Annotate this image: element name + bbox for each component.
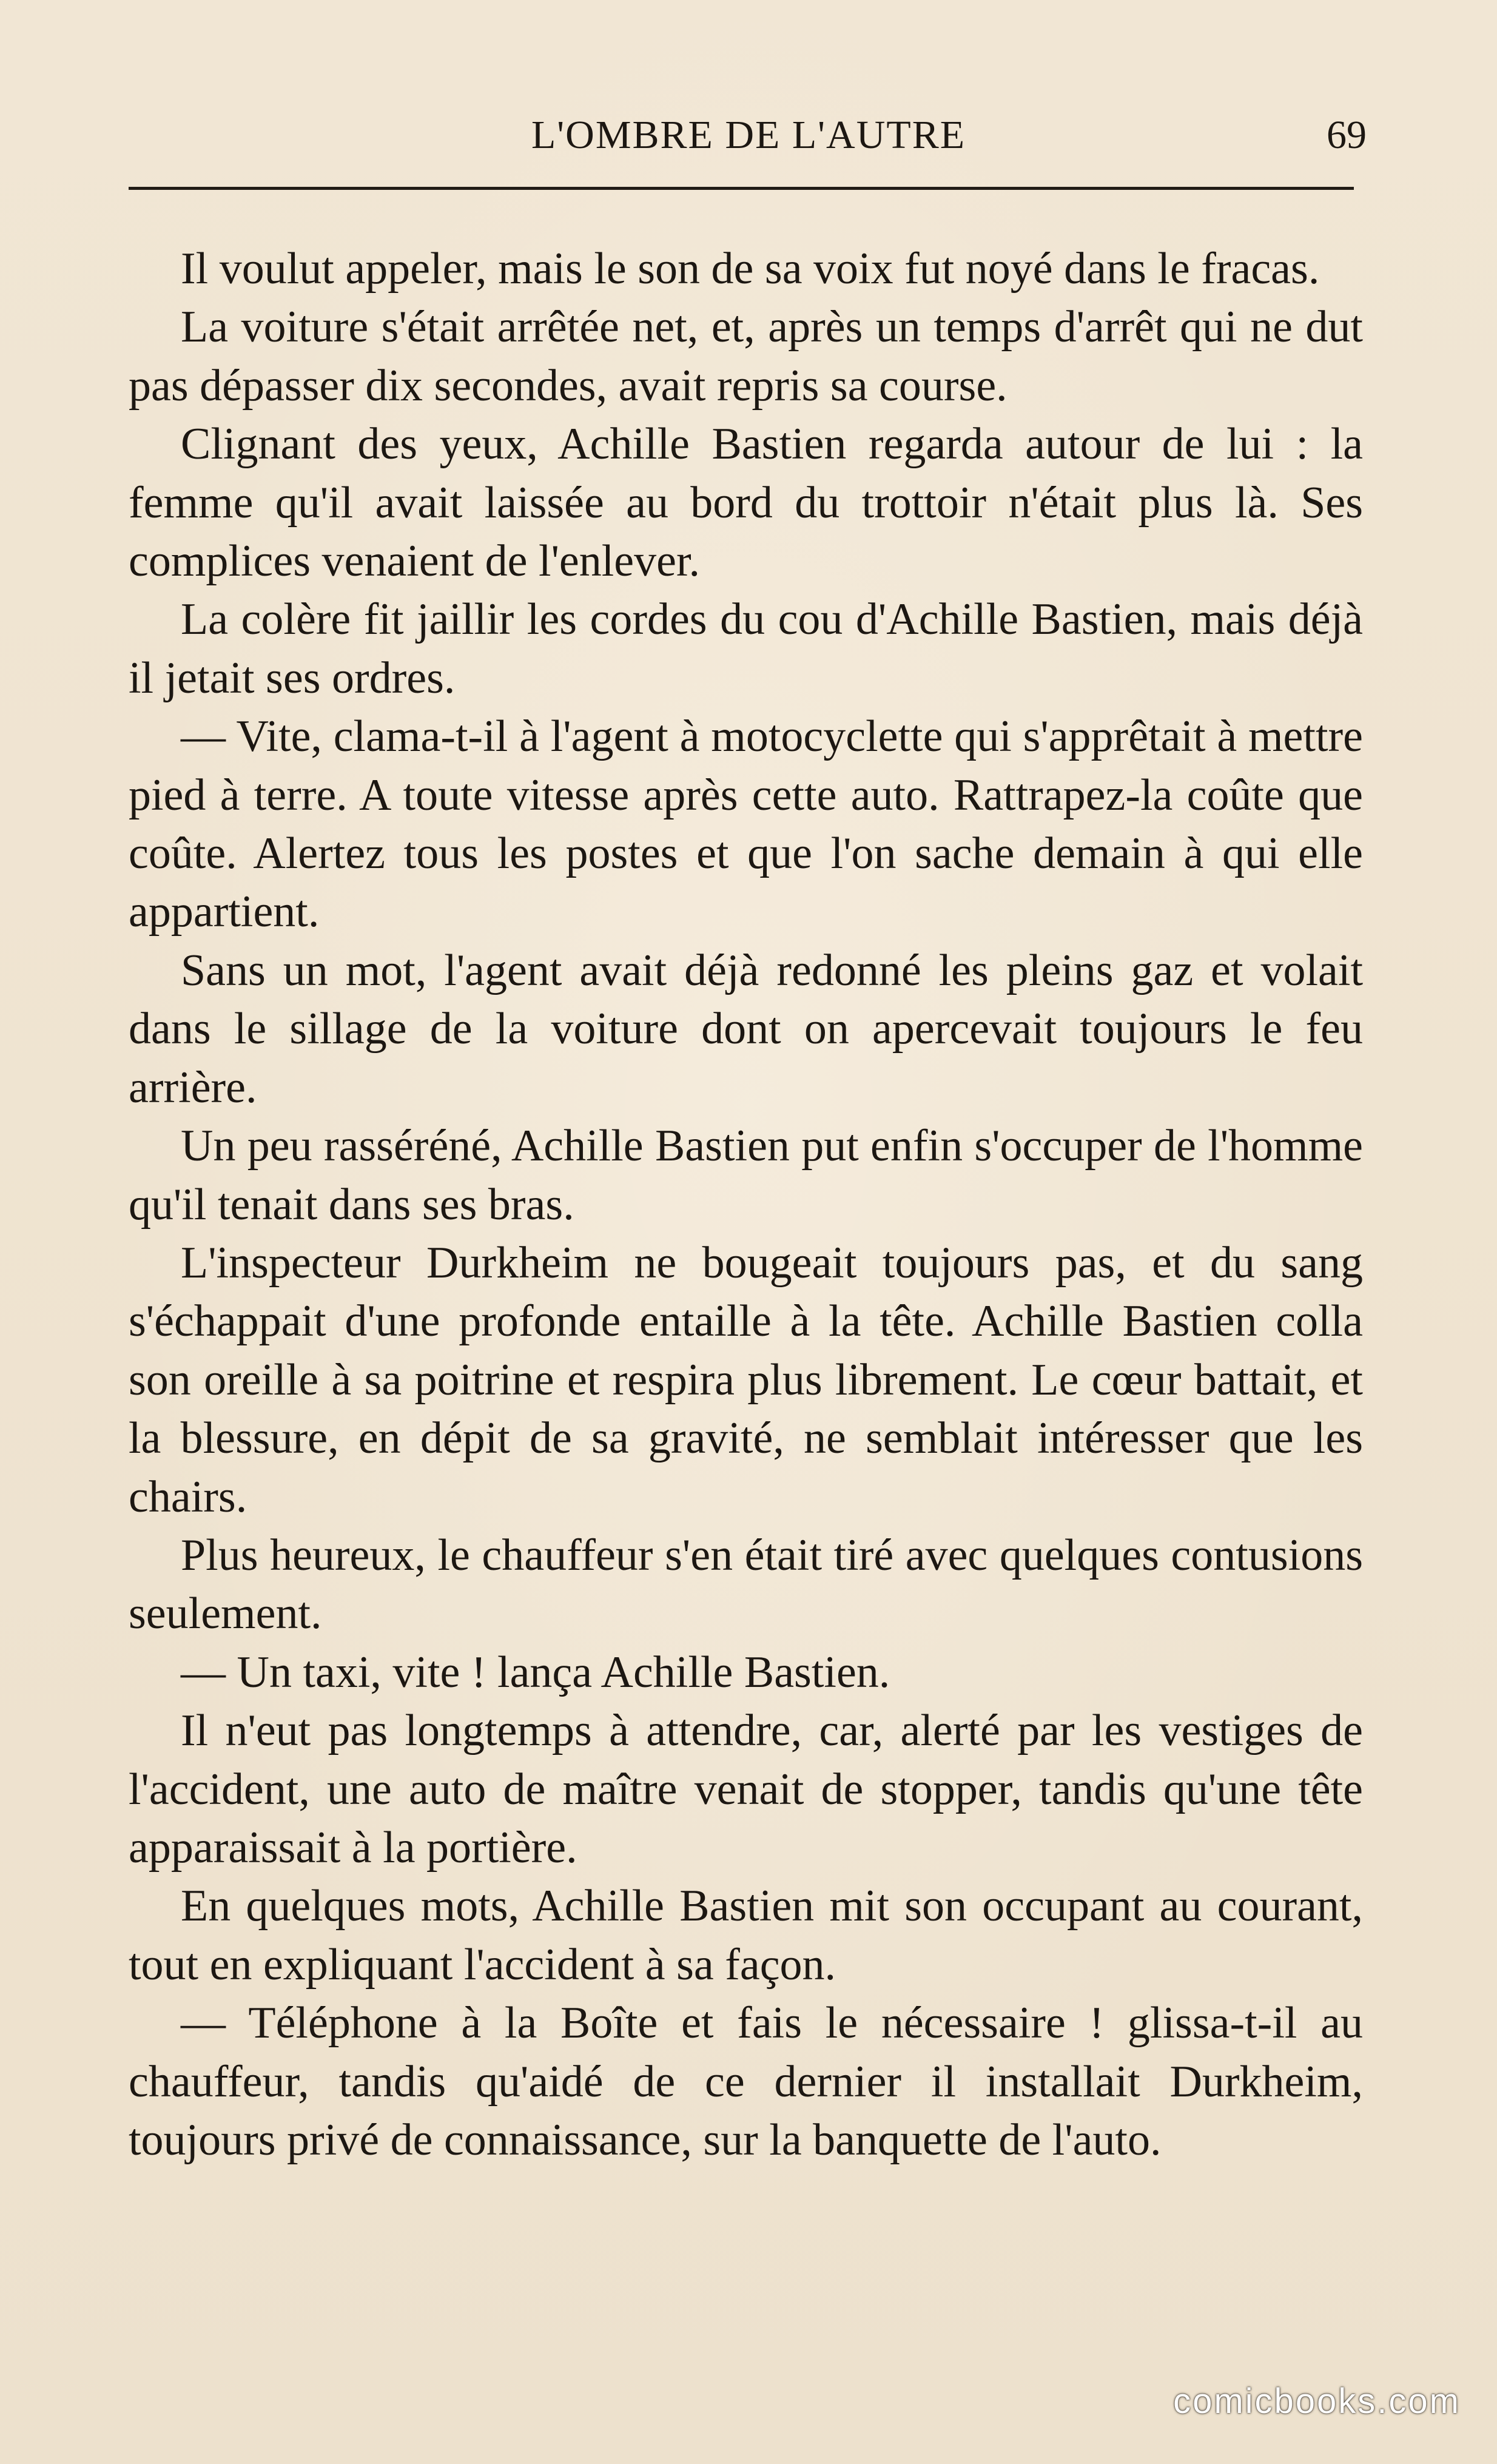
page-number: 69 [1327, 113, 1367, 157]
paragraph: Il n'eut pas longtemps à attendre, car, alerté par les vestiges de l'accident, une auto de maître venait de stopper, tandis qu'une tête apparaissait à la portière. [129, 1706, 1363, 1873]
paragraph: Clignant des yeux, Achille Bastien regarda autour de lui : la femme qu'il avait laissée au bord du trottoir n'était plus là. Ses complices venaient de l'enlever. [129, 419, 1363, 587]
paragraph: L'inspecteur Durkheim ne bougeait toujours pas, et du sang s'échappait d'une profonde entaille à la tête. Achille Bastien colla son oreille à sa poitrine et respira plus librement. Le cœur battait, et la blessure, en dépit de sa gravité, ne semblait intéresser que les chairs. [129, 1237, 1363, 1522]
paragraph: Sans un mot, l'agent avait déjà redonné les pleins gaz et volait dans le sillage de la voiture dont on apercevait toujours le feu arrière. [129, 945, 1363, 1113]
paragraph: La colère fit jaillir les cordes du cou d'Achille Bastien, mais déjà il jetait ses ordres. [129, 594, 1363, 703]
paragraph: La voiture s'était arrêtée net, et, après un temps d'arrêt qui ne dut pas dépasser dix secondes, avait repris sa course. [129, 302, 1363, 411]
paragraph: Un peu rasséréné, Achille Bastien put enfin s'occuper de l'homme qu'il tenait dans ses bras. [129, 1121, 1363, 1230]
header-rule [129, 187, 1354, 190]
paragraph: En quelques mots, Achille Bastien mit son occupant au courant, tout en expliquant l'accident à sa façon. [129, 1881, 1363, 1990]
running-title: L'OMBRE DE L'AUTRE [531, 113, 966, 157]
paragraph: Il voulut appeler, mais le son de sa voix fut noyé dans le fracas. [181, 244, 1320, 294]
running-head [0, 108, 1497, 163]
watermark: comicbooks.com [1173, 2382, 1461, 2421]
body-text [129, 240, 1363, 2169]
paragraph: — Un taxi, vite ! lança Achille Bastien. [181, 1647, 890, 1697]
paragraph: Plus heureux, le chauffeur s'en était tiré avec quelques contusions seulement. [129, 1530, 1363, 1639]
paragraph: — Vite, clama-t-il à l'agent à motocyclette qui s'apprêtait à mettre pied à terre. A toute vitesse après cette auto. Rattrapez-la coûte que coûte. Alertez tous les postes et que l'on sache demain à qui elle appartient. [129, 712, 1363, 937]
paragraph: — Téléphone à la Boîte et fais le nécessaire ! glissa-t-il au chauffeur, tandis qu'aidé de ce dernier il installait Durkheim, toujours privé de connaissance, sur la banquette de l'auto. [129, 1998, 1363, 2165]
